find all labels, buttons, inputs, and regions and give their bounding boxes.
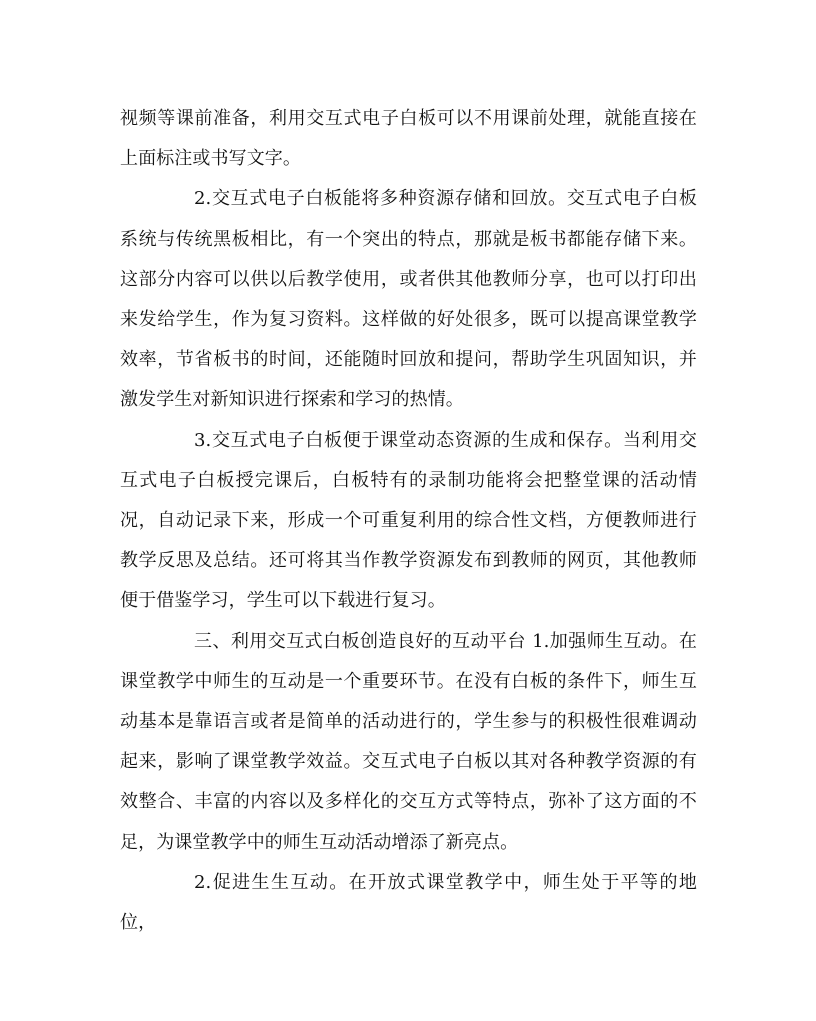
paragraph-whiteboard-storage: 2.交互式电子白板能将多种资源存储和回放。交互式电子白板系统与传统黑板相比，有一个突出的特点，那就是板书都能存储下来。这部分内容可以供以后教学使用，或者供其他教师分享，也可以打印出来发给学生，作为复习资料。这样做的好处很多，既可以提高课堂教学效率，节省板书的时间，还能随时回放和提问，帮助学生巩固知识，并激发学生对新知识进行探索和学习的热情。 xyxy=(120,188,697,411)
paragraph-dynamic-resources: 3.交互式电子白板便于课堂动态资源的生成和保存。当利用交互式电子白板授完课后，白板特有的录制功能将会把整堂课的活动情况，自动记录下来，形成一个可重复利用的综合性文档，方便教师进行教学反思及总结。还可将其当作教学资源发布到教师的网页，其他教师便于借鉴学习，学生可以下载进行复习。 xyxy=(120,429,697,612)
paragraph-student-interaction: 2.促进生生互动。在开放式课堂教学中，师生处于平等的地位， xyxy=(120,871,697,934)
document-body xyxy=(120,99,697,943)
paragraph-continuation: 视频等课前准备，利用交互式电子白板可以不用课前处理，就能直接在上面标注或书写文字。 xyxy=(120,108,697,170)
paragraph-interaction-platform: 三、利用交互式白板创造良好的互动平台 1.加强师生互动。在课堂教学中师生的互动是一个重要环节。在没有白板的条件下，师生互动基本是靠语言或者是简单的活动进行的，学生参与的积极性很难调动起来，影响了课堂教学效益。交互式电子白板以其对各种教学资源的有效整合、丰富的内容以及多样化的交互方式等特点，弥补了这方面的不足，为课堂教学中的师生互动活动增添了新亮点。 xyxy=(120,630,697,853)
